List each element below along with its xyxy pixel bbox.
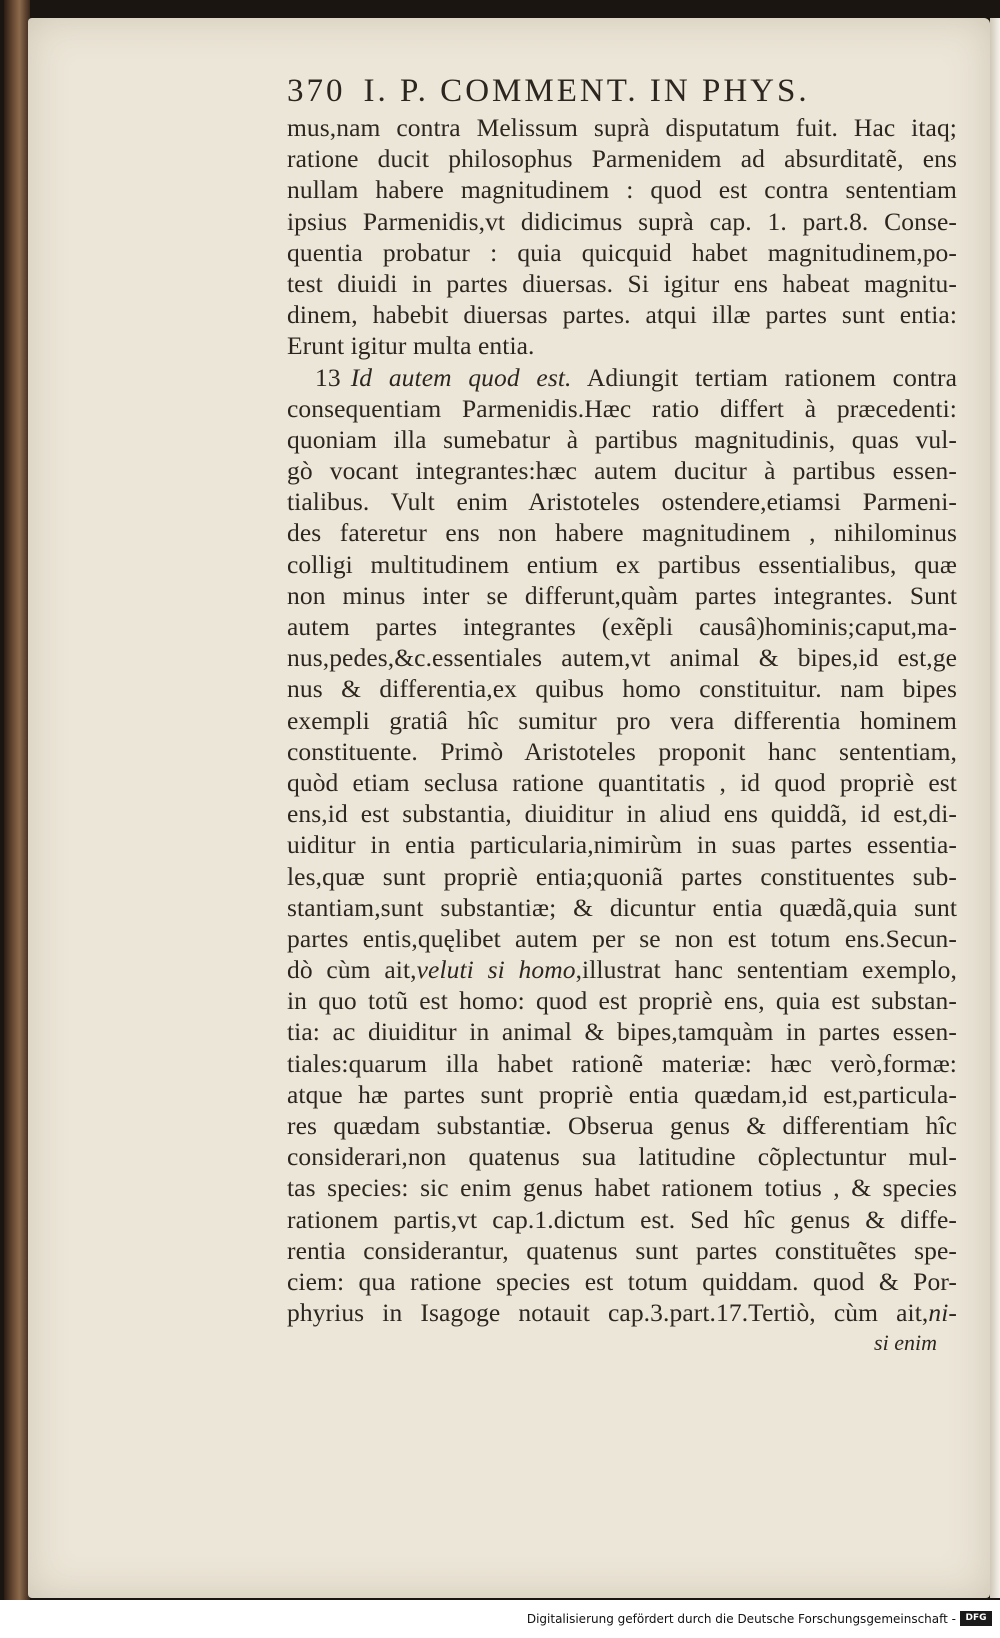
- text-line: les,quæ sunt propriè entia;quoniã partes constituentes sub-: [287, 861, 957, 891]
- text-line: tia: ac diuiditur in animal & bipes,tamquàm in partes essen-: [287, 1017, 957, 1047]
- text-line: ens,id est substantia, diuiditur in aliud ens quiddã, id est,di-: [287, 799, 957, 829]
- text-line: Erunt igitur multa entia.: [287, 331, 535, 361]
- text-line: considerari,non quatenus sua latitudine cõplectuntur mul-: [287, 1142, 957, 1172]
- text-line: non minus inter se differunt,quàm partes integrantes. Sunt: [287, 580, 957, 610]
- dfg-logo: DFG: [960, 1611, 992, 1626]
- digitization-footer: [0, 1600, 1000, 1638]
- line-text: ,illustrat hanc sententiam exemplo,: [575, 955, 957, 985]
- text-line: quentia probatur : quia quicquid habet magnitudinem,po-: [287, 237, 957, 267]
- text-line: autem partes integrantes (exẽpli causâ)hominis;caput,ma-: [287, 612, 957, 641]
- text-line: rentia considerantur, quatenus sunt partes constituẽtes spe-: [287, 1235, 957, 1265]
- text-line: nullam habere magnitudinem : quod est contra sententiam: [287, 175, 957, 205]
- lemma: ni-: [928, 1298, 957, 1328]
- text-line: ratione ducit philosophus Parmenidem ad absurditatẽ, ens: [287, 144, 957, 174]
- line-text: phyrius in Isagoge notauit cap.3.part.17.Tertiò, cùm ait,: [287, 1298, 929, 1328]
- lemma: veluti si homo: [416, 955, 576, 985]
- text-line: tialibus. Vult enim Aristoteles ostendere,etiamsi Parmeni-: [287, 487, 957, 517]
- text-line: [287, 362, 957, 393]
- line-text: Adiungit tertiam rationem contra: [586, 362, 957, 392]
- book-binding-edge: [4, 0, 30, 1600]
- text-line: nus & differentia,ex quibus homo constituitur. nam bipes: [287, 674, 957, 704]
- text-line: exempli gratiâ hîc sumitur pro vera differentia hominem: [287, 705, 957, 735]
- running-title: I. P. COMMENT. IN PHYS.: [363, 73, 810, 109]
- text-line: colligi multitudinem entium ex partibus essentialibus, quæ: [287, 549, 957, 579]
- text-line: uiditur in entia particularia,nimirùm in suas partes essentia-: [287, 830, 957, 860]
- text-line: rationem partis,vt cap.1.dictum est. Sed hîc genus & diffe-: [287, 1204, 957, 1234]
- text-line: res quædam substantiæ. Obserua genus & differentiam hîc: [287, 1111, 957, 1140]
- text-line: des fateretur ens non habere magnitudinem , nihilominus: [287, 518, 957, 548]
- text-line: ciem: qua ratione species est totum quiddam. quod & Por-: [287, 1266, 957, 1296]
- line-text: dò cùm ait,: [287, 955, 417, 985]
- text-line: gò vocant integrantes:hæc autem ducitur à partibus essen-: [287, 456, 957, 486]
- text-line: constituente. Primò Aristoteles proponit hanc sententiam,: [287, 736, 957, 766]
- running-head: [287, 72, 957, 110]
- lemma: Id autem quod est.: [350, 362, 572, 392]
- text-line: in quo totũ est homo: quod est propriè ens, quia est substan-: [287, 986, 957, 1016]
- text-line: mus,nam contra Melissum suprà disputatum fuit. Hac itaq;: [287, 113, 957, 142]
- text-line: quòd etiam seclusa ratione quantitatis , id quod propriè est: [287, 767, 957, 797]
- text-line: nus,pedes,&c.essentiales autem,vt animal & bipes,id est,ge: [287, 643, 957, 673]
- text-line: [287, 954, 957, 985]
- body-text: [287, 112, 957, 1328]
- text-line: tas species: sic enim genus habet rationem totius , & species: [287, 1173, 957, 1203]
- text-line: [287, 1297, 957, 1328]
- text-line: tiales:quarum illa habet rationẽ materiæ: hæc verò,formæ:: [287, 1048, 957, 1078]
- page-number: 370: [287, 73, 346, 109]
- text-line: stantiam,sunt substantiæ; & dicuntur entia quædã,quia sunt: [287, 892, 957, 922]
- funding-credit: Digitalisierung gefördert durch die Deutsche Forschungsgemeinschaft -: [526, 1612, 956, 1626]
- text-line: ipsius Parmenidis,vt didicimus suprà cap. 1. part.8. Conse-: [287, 206, 957, 236]
- page-text-block: [287, 72, 957, 1358]
- section-number: 13: [315, 362, 341, 392]
- text-line: dinem, habebit diuersas partes. atqui illæ partes sunt entia:: [287, 300, 957, 330]
- catchword: si enim: [874, 1330, 937, 1356]
- text-line: partes entis,quęlibet autem per se non est totum ens.Secun-: [287, 923, 957, 953]
- text-line: consequentiam Parmenidis.Hæc ratio differt à præcedenti:: [287, 393, 957, 423]
- text-line: test diuidi in partes diuersas. Si igitur ens habeat magnitu-: [287, 268, 957, 298]
- text-line: quoniam illa sumebatur à partibus magnitudinis, quas vul-: [287, 424, 957, 454]
- page-right-edge: [990, 18, 1000, 1598]
- text-line: atque hæ partes sunt propriè entia quædam,id est,particula-: [287, 1079, 957, 1109]
